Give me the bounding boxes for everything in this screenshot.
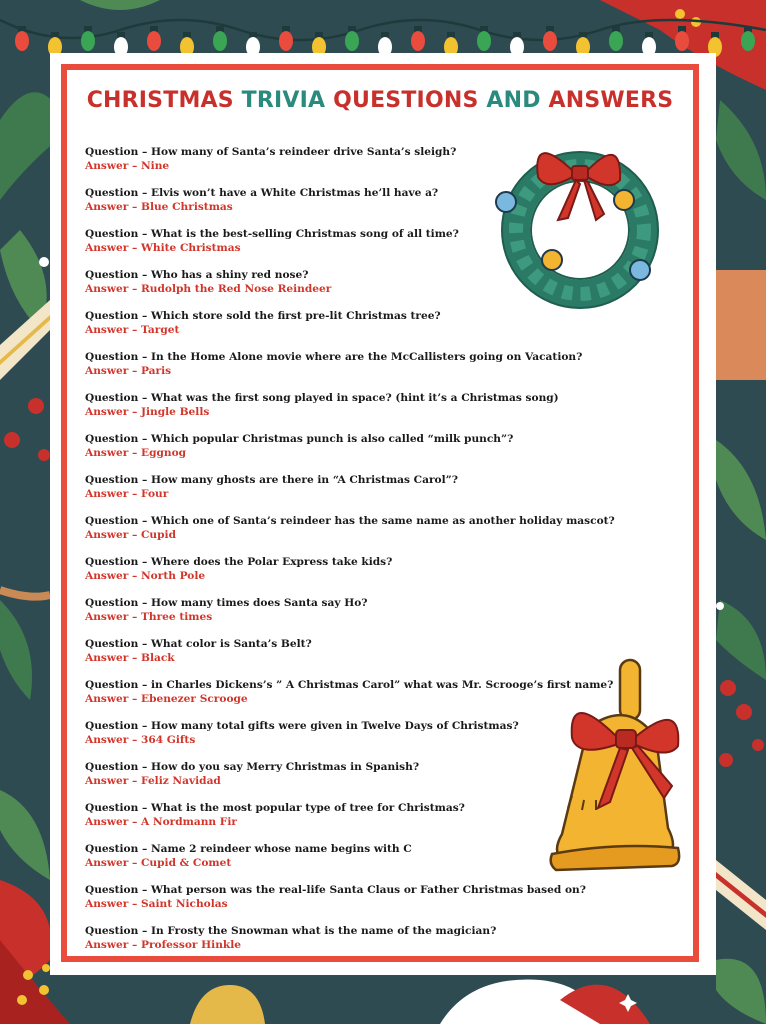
answer-text: Answer – 364 Gifts <box>85 734 196 746</box>
page-title <box>61 88 699 113</box>
light-bulb-icon <box>477 31 491 51</box>
answer-text: Answer – Rudolph the Red Nose Reindeer <box>85 283 332 295</box>
qa-item <box>85 309 645 337</box>
answer-text: Answer – Blue Christmas <box>85 201 233 213</box>
light-bulb-icon <box>147 31 161 51</box>
light-bulb-icon <box>345 31 359 51</box>
light-bulb-icon <box>15 31 29 51</box>
qa-item <box>85 883 645 911</box>
question-text: Question – How many ghosts are there in “A Christmas Carol”? <box>85 474 458 486</box>
question-text: Question – Where does the Polar Express take kids? <box>85 556 393 568</box>
question-text: Question – What is the most popular type of tree for Christmas? <box>85 802 465 814</box>
answer-text: Answer – Four <box>85 488 169 500</box>
question-text: Question – Name 2 reindeer whose name begins with C <box>85 843 412 855</box>
question-text: Question – How many times does Santa say Ho? <box>85 597 368 609</box>
title-trivia: TRIVIA <box>241 88 334 113</box>
light-bulb-icon <box>81 31 95 51</box>
qa-item <box>85 432 645 460</box>
question-text: Question – Which store sold the first pre-lit Christmas tree? <box>85 310 441 322</box>
answer-text: Answer – Paris <box>85 365 172 377</box>
answer-text: Answer – Cupid <box>85 529 176 541</box>
answer-text: Answer – Feliz Navidad <box>85 775 221 787</box>
qa-item <box>85 555 645 583</box>
title-questions: QUESTIONS <box>333 88 487 113</box>
answer-text: Answer – Three times <box>85 611 213 623</box>
title-answers: ANSWERS <box>548 88 674 113</box>
light-bulb-icon <box>411 31 425 51</box>
light-bulb-icon <box>741 31 755 51</box>
answer-text: Answer – White Christmas <box>85 242 241 254</box>
qa-item <box>85 924 645 952</box>
answer-text: Answer – A Nordmann Fir <box>85 816 237 828</box>
question-text: Question – How many total gifts were given in Twelve Days of Christmas? <box>85 720 519 732</box>
answer-text: Answer – Nine <box>85 160 170 172</box>
question-text: Question – In Frosty the Snowman what is the name of the magician? <box>85 925 497 937</box>
question-text: Question – What was the first song played in space? (hint it’s a Christmas song) <box>85 392 559 404</box>
question-text: Question – Elvis won’t have a White Christmas he’ll have a? <box>85 187 439 199</box>
wreath-icon <box>492 132 678 310</box>
answer-text: Answer – Professor Hinkle <box>85 939 242 951</box>
light-bulb-icon <box>279 31 293 51</box>
question-text: Question – Who has a shiny red nose? <box>85 269 309 281</box>
question-text: Question – What person was the real-life Santa Claus or Father Christmas based on? <box>85 884 586 896</box>
qa-item <box>85 514 645 542</box>
question-text: Question – Which one of Santa’s reindeer has the same name as another holiday mascot? <box>85 515 615 527</box>
answer-text: Answer – Jingle Bells <box>85 406 210 418</box>
qa-item <box>85 596 645 624</box>
light-bulb-icon <box>675 31 689 51</box>
answer-text: Answer – Cupid & Comet <box>85 857 232 869</box>
question-text: Question – What color is Santa’s Belt? <box>85 638 312 650</box>
qa-item <box>85 350 645 378</box>
title-christmas: CHRISTMAS <box>86 88 242 113</box>
answer-text: Answer – Saint Nicholas <box>85 898 228 910</box>
answer-text: Answer – North Pole <box>85 570 206 582</box>
question-text: Question – What is the best-selling Christmas song of all time? <box>85 228 459 240</box>
qa-item <box>85 473 645 501</box>
answer-text: Answer – Black <box>85 652 175 664</box>
question-text: Question – in Charles Dickens’s ” A Christmas Carol” what was Mr. Scrooge’s first name? <box>85 679 614 691</box>
light-bulb-icon <box>543 31 557 51</box>
answer-text: Answer – Ebenezer Scrooge <box>85 693 248 705</box>
answer-text: Answer – Eggnog <box>85 447 187 459</box>
gingerbread-icon <box>716 270 766 380</box>
question-text: Question – In the Home Alone movie where are the McCallisters going on Vacation? <box>85 351 583 363</box>
light-bulb-icon <box>609 31 623 51</box>
title-and: AND <box>486 88 549 113</box>
question-text: Question – Which popular Christmas punch is also called “milk punch”? <box>85 433 514 445</box>
answer-text: Answer – Target <box>85 324 180 336</box>
light-bulb-icon <box>213 31 227 51</box>
question-text: Question – How many of Santa’s reindeer drive Santa’s sleigh? <box>85 146 457 158</box>
bell-icon <box>548 658 682 872</box>
question-text: Question – How do you say Merry Christmas in Spanish? <box>85 761 420 773</box>
qa-item <box>85 391 645 419</box>
